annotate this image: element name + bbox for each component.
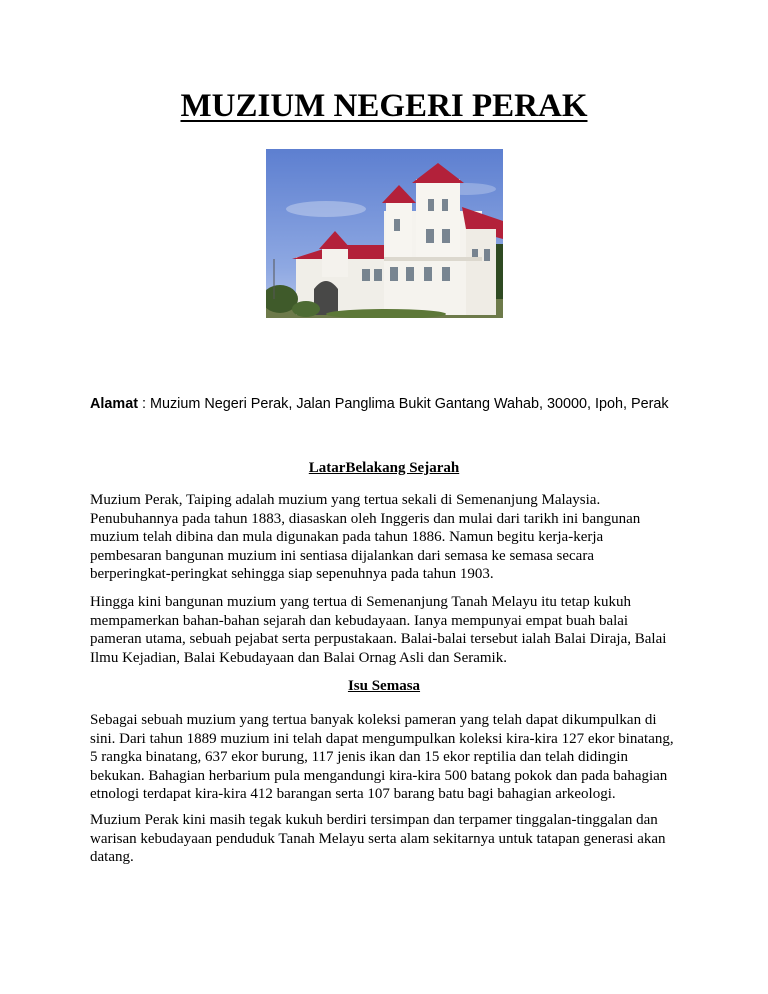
- text-line: Muzium Perak, Taiping adalah muzium yang tertua sekali di Semenanjung Malaysia.: [90, 492, 601, 508]
- history-paragraph-1: [90, 491, 685, 584]
- text-line: Penubuhannya pada tahun 1883, diasaskan oleh Inggeris dan mulai dari tarikh ini bangunan: [90, 510, 641, 527]
- text-line: warisan kebudayaan penduduk Tanah Melayu serta alam sekitarnya untuk tatapan generasi akan: [90, 830, 666, 847]
- address-value: Muzium Negeri Perak, Jalan Panglima Bukit Gantang Wahab, 30000, Ipoh, Perak: [150, 396, 669, 412]
- text-line: berperingkat-peringkat sehingga siap sepenuhnya pada tahun 1903.: [90, 566, 494, 583]
- address-separator: :: [138, 396, 150, 412]
- address-line: [90, 396, 730, 412]
- text-line: Sebagai sebuah muzium yang tertua banyak koleksi pameran yang telah dapat dikumpulkan di: [90, 712, 657, 728]
- text-line: Hingga kini bangunan muzium yang tertua di Semenanjung Tanah Melayu itu tetap kukuh: [90, 594, 632, 610]
- museum-building-photo: [266, 149, 503, 318]
- section-heading-history: LatarBelakang Sejarah: [308, 460, 460, 476]
- issues-paragraph-2: [90, 811, 685, 867]
- text-line: 5 rangka binatang, 637 ekor burung, 117 jenis ikan dan 15 ekor reptilia dan telah didingin: [90, 749, 629, 766]
- text-line: mempamerkan bahan-bahan sejarah dan kebudayaan. Ianya mempunyai empat buah balai: [90, 612, 629, 629]
- text-line: muzium telah dibina dan mula digunakan pada tahun 1886. Namun begitu kerja-kerja: [90, 529, 604, 546]
- text-line: Ilmu Kejadian, Balai Kebudayaan dan Balai Ornag Asli dan Seramik.: [90, 649, 507, 666]
- section-heading-current-issues: Isu Semasa: [347, 678, 421, 694]
- text-line: pameran utama, sebuah pejabat serta perpustakaan. Balai-balai tersebut ialah Balai Diraja, Balai: [90, 631, 667, 648]
- text-line: etnologi terdapat kira-kira 412 barangan serta 107 barang batu bagi bahagian arkeologi.: [90, 786, 616, 803]
- history-paragraph-2: [90, 593, 685, 667]
- page-title: MUZIUM NEGERI PERAK: [180, 88, 588, 124]
- text-line: pembesaran bangunan muzium ini sentiasa dijalankan dari semasa ke semasa secara: [90, 547, 594, 564]
- text-line: datang.: [90, 849, 134, 866]
- address-label: Alamat: [90, 396, 138, 412]
- issues-paragraph-1: [90, 711, 685, 804]
- text-line: Muzium Perak kini masih tegak kukuh berdiri tersimpan dan terpamer tinggalan-tinggalan dan: [90, 812, 658, 828]
- text-line: bekukan. Bahagian herbarium pula mengandungi kira-kira 500 batang pokok dan pada bahagian: [90, 767, 668, 784]
- text-line: sini. Dari tahun 1889 muzium ini telah dapat mengumpulkan koleksi kira-kira 127 ekor binatang,: [90, 730, 674, 747]
